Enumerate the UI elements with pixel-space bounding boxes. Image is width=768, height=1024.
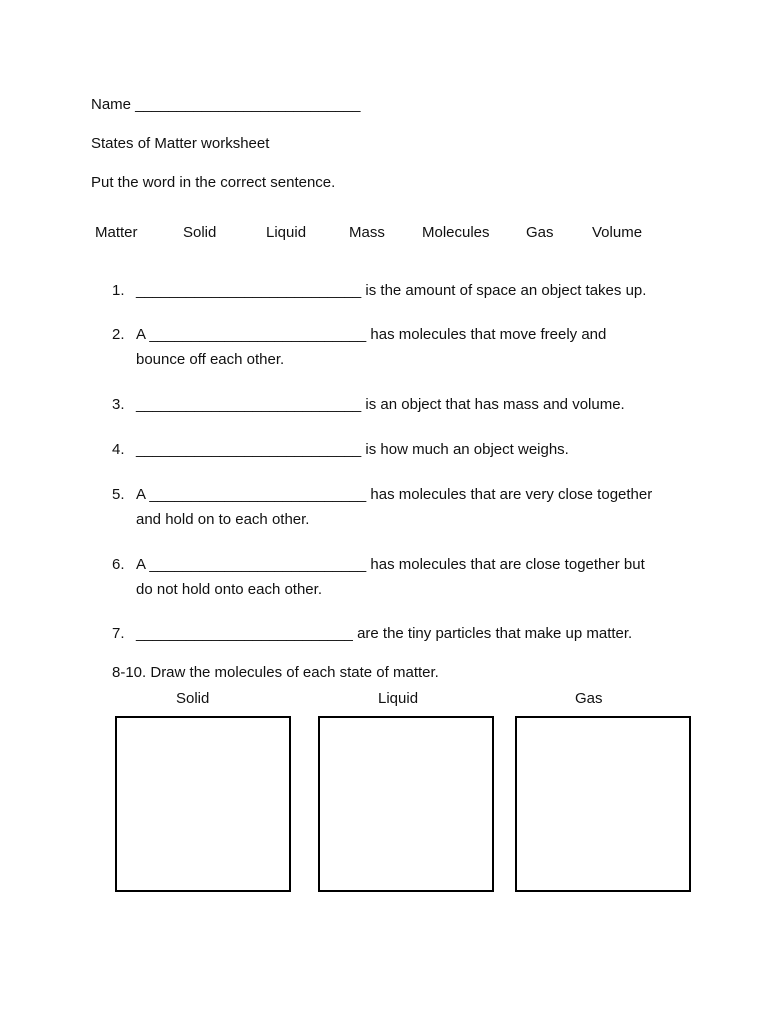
gas-drawing-box[interactable] xyxy=(515,716,691,892)
question-text: ___________________________ is the amount of space an object takes up. xyxy=(136,282,647,299)
word-bank-item: Matter xyxy=(95,224,138,241)
word-bank-item: Gas xyxy=(526,224,554,241)
drawing-section-title: 8-10. Draw the molecules of each state of matter. xyxy=(112,664,439,681)
question-number: 4. xyxy=(112,441,125,458)
word-bank-item: Molecules xyxy=(422,224,490,241)
question-number: 6. xyxy=(112,556,125,573)
question-text-continued: do not hold onto each other. xyxy=(136,581,322,598)
solid-box-label: Solid xyxy=(176,690,210,707)
word-bank xyxy=(0,224,768,244)
question-text: ___________________________ is an object that has mass and volume. xyxy=(136,396,625,413)
word-bank-item: Volume xyxy=(592,224,643,241)
question-text: A __________________________ has molecules that are close together but xyxy=(136,556,645,573)
liquid-box-label: Liquid xyxy=(378,690,419,707)
word-bank-item: Solid xyxy=(183,224,217,241)
solid-drawing-box[interactable] xyxy=(115,716,291,892)
question-text: ___________________________ is how much an object weighs. xyxy=(136,441,569,458)
gas-box-label: Gas xyxy=(575,690,603,707)
name-field-label: Name ___________________________ xyxy=(91,96,361,113)
worksheet-title: States of Matter worksheet xyxy=(91,135,270,152)
question-text: __________________________ are the tiny particles that make up matter. xyxy=(136,625,633,642)
question-number: 7. xyxy=(112,625,125,642)
question-number: 5. xyxy=(112,486,125,503)
instruction-text: Put the word in the correct sentence. xyxy=(91,174,336,191)
question-text-continued: bounce off each other. xyxy=(136,351,285,368)
question-number: 2. xyxy=(112,326,125,343)
question-text: A __________________________ has molecules that are very close together xyxy=(136,486,653,503)
word-bank-item: Liquid xyxy=(266,224,307,241)
word-bank-item: Mass xyxy=(349,224,385,241)
question-number: 1. xyxy=(112,282,125,299)
question-text: A __________________________ has molecules that move freely and xyxy=(136,326,607,343)
liquid-drawing-box[interactable] xyxy=(318,716,494,892)
question-text-continued: and hold on to each other. xyxy=(136,511,310,528)
question-number: 3. xyxy=(112,396,125,413)
